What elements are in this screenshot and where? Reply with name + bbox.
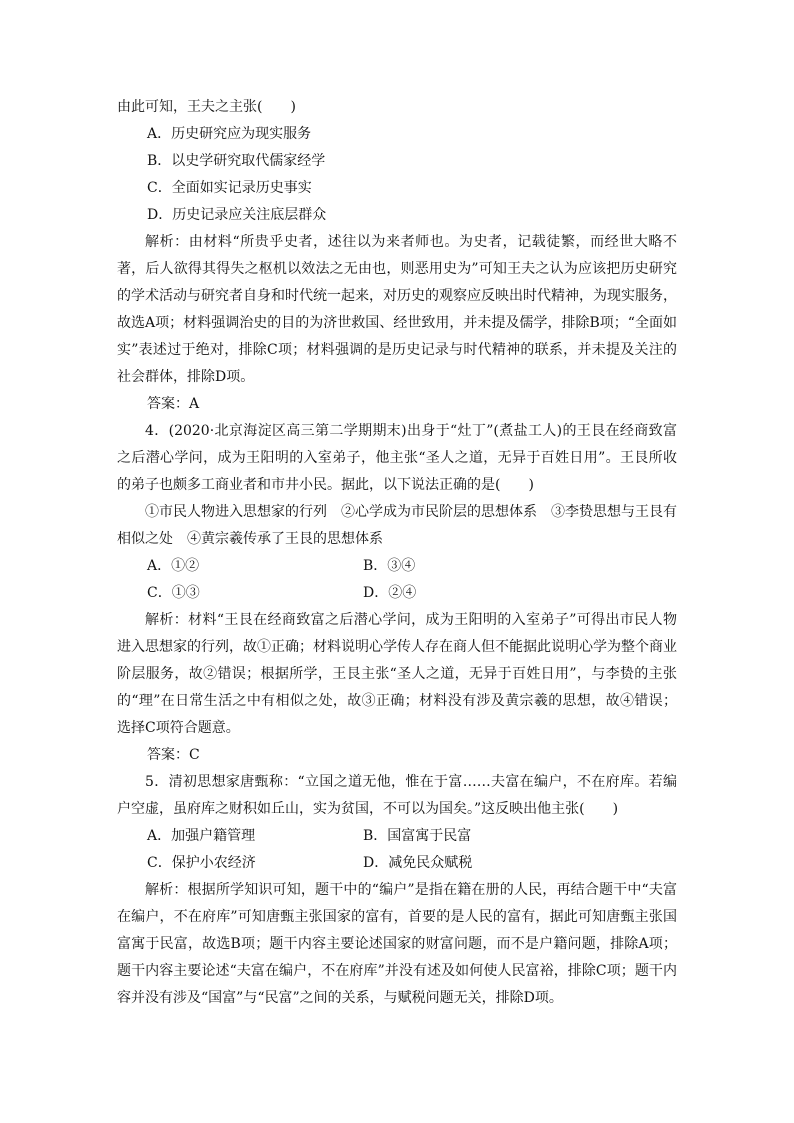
q4-stem: 4．(2020·北京海淀区高三第二学期期末)出身于“灶丁”(煮盐工人)的王艮在经商致富之后潜心学问，成为王阳明的入室弟子，他主张“圣人之道，无异于百姓日用”。王艮所收的弟子也颇多工商业者和市井小民。据此，以下说法正确的是( ) (117, 423, 677, 493)
q5-option-a: A．加强户籍管理 (147, 828, 256, 844)
q4-option-c: C．①③ (147, 585, 200, 601)
q4-option-d: D．②④ (363, 585, 417, 601)
q4-option-b: B．③④ (363, 558, 416, 574)
q3-option-b: B．以史学研究取代儒家经学 (147, 153, 326, 169)
q4-option-a: A．①② (147, 558, 200, 574)
q4-statements: ①市民人物进入思想家的行列 ②心学成为市民阶层的思想体系 ③李贽思想与王艮有相似之处 ④黄宗羲传承了王艮的思想体系 (117, 504, 677, 547)
q4-options-row-2 (117, 580, 677, 607)
q3-option-c: C．全面如实记录历史事实 (147, 180, 312, 196)
q5-option-d: D．减免民众赋税 (363, 855, 473, 871)
q3-analysis: 解析：由材料“所贵乎史者，述往以为来者师也。为史者，记载徒繁，而经世大略不著，后人欲得其得失之枢机以效法之无由也，则恶用史为”可知王夫之认为应该把历史研究的学术活动与研究者自身和时代统一起来，对历史的观察应反映出时代精神，为现实服务，故选A项；材料强调治史的目的为济世救国、经世致用，并未提及儒学，排除B项；“全面如实”表述过于绝对，排除C项；材料强调的是历史记录与时代精神的联系，并未提及关注的社会群体，排除D项。 (117, 234, 677, 385)
q5-analysis: 解析：根据所学知识可知，题干中的“编户”是指在籍在册的人民，再结合题干中“夫富在编户，不在府库”可知唐甄主张国家的富有，首要的是人民的富有，据此可知唐甄主张国富寓于民富，故选B项；题干内容主要论述国家的财富问题，而不是户籍问题，排除A项；题干内容主要论述“夫富在编户，不在府库”并没有述及如何使人民富裕，排除C项；题干内容并没有涉及“国富”与“民富”之间的关系，与赋税问题无关，排除D项。 (117, 882, 677, 1006)
q4-analysis: 解析：材料“王艮在经商致富之后潜心学问，成为王阳明的入室弟子”可得出市民人物进入思想家的行列，故①正确；材料说明心学传人存在商人但不能据此说明心学为整个商业阶层服务，故②错误；根据所学，王艮主张“圣人之道，无异于百姓日用”，与李贽的主张的“理”在日常生活之中有相似之处，故③正确；材料没有涉及黄宗羲的思想，故④错误；选择C项符合题意。 (117, 612, 677, 736)
q3-answer: 答案：A (147, 396, 200, 412)
q5-options-row-2 (117, 850, 677, 877)
q5-option-b: B．国富寓于民富 (363, 828, 472, 844)
q3-stem: 由此可知，王夫之主张( ) (117, 99, 296, 115)
document-page (117, 94, 677, 1012)
q3-option-a: A．历史研究应为现实服务 (147, 126, 312, 142)
q4-options-row-1 (117, 553, 677, 580)
q5-options-row-1 (117, 823, 677, 850)
q5-stem: 5．清初思想家唐甄称：“立国之道无他，惟在于富……夫富在编户，不在府库。若编户空虚，虽府库之财积如丘山，实为贫国，不可以为国矣。”这反映出他主张( ) (117, 774, 677, 817)
q5-option-c: C．保护小农经济 (147, 855, 256, 871)
q3-option-d: D．历史记录应关注底层群众 (147, 207, 327, 223)
q4-answer: 答案：C (147, 747, 200, 763)
